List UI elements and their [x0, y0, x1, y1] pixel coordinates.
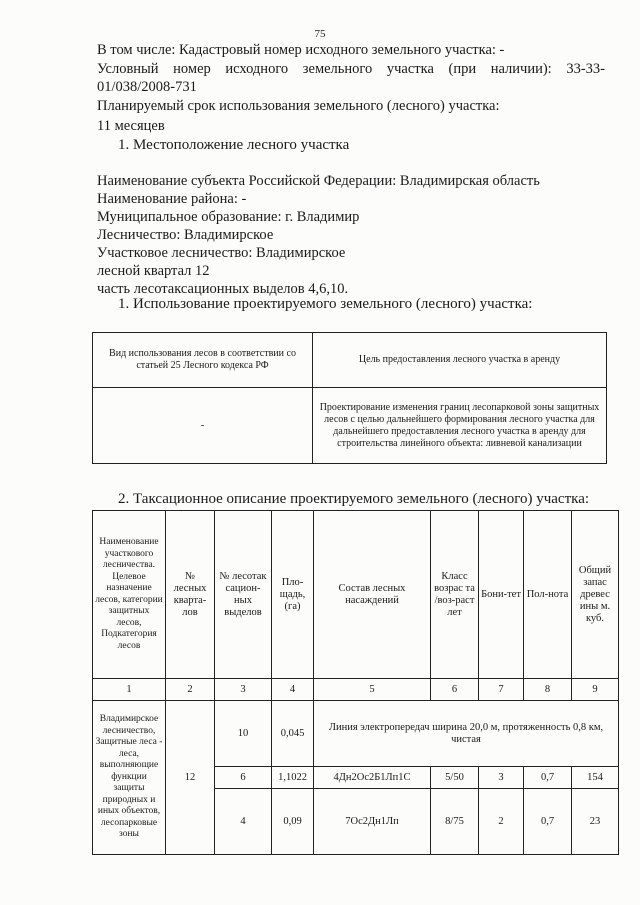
use-header-left: Вид использования лесов в соответствии со статьей 25 Лесного кодекса РФ — [93, 333, 313, 388]
bonitet-cell: 3 — [479, 767, 524, 789]
bonitet-cell: 2 — [479, 789, 524, 855]
term-value: 11 месяцев — [97, 118, 165, 134]
use-row-left: - — [93, 388, 313, 464]
conditional-number-line: Условный номер исходного земельного участка (при наличии): 33-33- — [97, 61, 605, 77]
allotment-cell: 10 — [215, 701, 272, 767]
age-cell: 5/50 — [431, 767, 479, 789]
column-number: 1 — [93, 679, 166, 701]
composition-cell: 7Ос2Дн1Лп — [314, 789, 431, 855]
column-number: 7 — [479, 679, 524, 701]
column-number: 6 — [431, 679, 479, 701]
stock-cell: 154 — [572, 767, 619, 789]
powerline-note-cell: Линия электропередач ширина 20,0 м, протяженность 0,8 км, чистая — [314, 701, 619, 767]
district-forestry-line: Участковое лесничество: Владимирское — [97, 245, 346, 261]
subject-line: Наименование субъекта Российской Федерации: Владимирская область — [97, 173, 540, 189]
age-cell: 8/75 — [431, 789, 479, 855]
conditional-number-line-cont: 01/038/2008-731 — [97, 79, 197, 95]
term-label: Планируемый срок использования земельного (лесного) участка: — [97, 98, 500, 114]
section-taxation-heading: 2. Таксационное описание проектируемого земельного (лесного) участка: — [118, 491, 590, 507]
header-area: Пло-щадь, (га) — [272, 511, 314, 679]
header-bonitet: Бони-тет — [479, 511, 524, 679]
quarter-line: лесной квартал 12 — [97, 263, 210, 279]
area-cell: 0,045 — [272, 701, 314, 767]
column-number: 3 — [215, 679, 272, 701]
section-use-heading: 1. Использование проектируемого земельного (лесного) участка: — [118, 296, 533, 312]
composition-cell: 4Дн2Ос2Б1Лп1С — [314, 767, 431, 789]
area-cell: 1,1022 — [272, 767, 314, 789]
density-cell: 0,7 — [524, 767, 572, 789]
column-number: 9 — [572, 679, 619, 701]
forestry-line: Лесничество: Владимирское — [97, 227, 274, 243]
allotment-cell: 6 — [215, 767, 272, 789]
table-row — [93, 701, 619, 767]
column-number: 5 — [314, 679, 431, 701]
column-number: 8 — [524, 679, 572, 701]
use-header-right: Цель предоставления лесного участка в аренду — [313, 333, 607, 388]
area-cell: 0,09 — [272, 789, 314, 855]
density-cell: 0,7 — [524, 789, 572, 855]
header-forestry: Наименование участкового лесничества. Целевое назначение лесов, категории защитных лесов, Подкатегория лесов — [93, 511, 166, 679]
column-number: 4 — [272, 679, 314, 701]
district-line: Наименование района: - — [97, 191, 247, 207]
header-density: Пол-нота — [524, 511, 572, 679]
header-quarter: № лесных кварта-лов — [166, 511, 215, 679]
forestry-cell: Владимирское лесничество, Защитные леса - леса, выполняющие функции защиты природных и иных объектов, лесопарковые зоны — [93, 701, 166, 855]
taxation-table — [92, 510, 619, 855]
use-row-right: Проектирование изменения границ лесопарковой зоны защитных лесов с целью дальнейшего формирования лесного участка для дальнейшего предоставления лесного участка в аренду для строительства линейного объекта: ливневой канализации — [313, 388, 607, 464]
cadastral-number-line: В том числе: Кадастровый номер исходного земельного участка: - — [97, 42, 505, 58]
header-stock: Общий запас древес ины м. куб. — [572, 511, 619, 679]
municipality-line: Муниципальное образование: г. Владимир — [97, 209, 360, 225]
allotments-line: часть лесотаксационных выделов 4,6,10. — [97, 281, 349, 297]
column-number: 2 — [166, 679, 215, 701]
allotment-cell: 4 — [215, 789, 272, 855]
header-allotment: № лесотак сацион-ных выделов — [215, 511, 272, 679]
quarter-cell: 12 — [166, 701, 215, 855]
use-table — [92, 332, 607, 464]
header-composition: Состав лесных насаждений — [314, 511, 431, 679]
stock-cell: 23 — [572, 789, 619, 855]
page-number: 75 — [314, 28, 326, 40]
header-age-class: Класс возрас та /воз-раст лет — [431, 511, 479, 679]
section-location-heading: 1. Местоположение лесного участка — [118, 137, 350, 153]
